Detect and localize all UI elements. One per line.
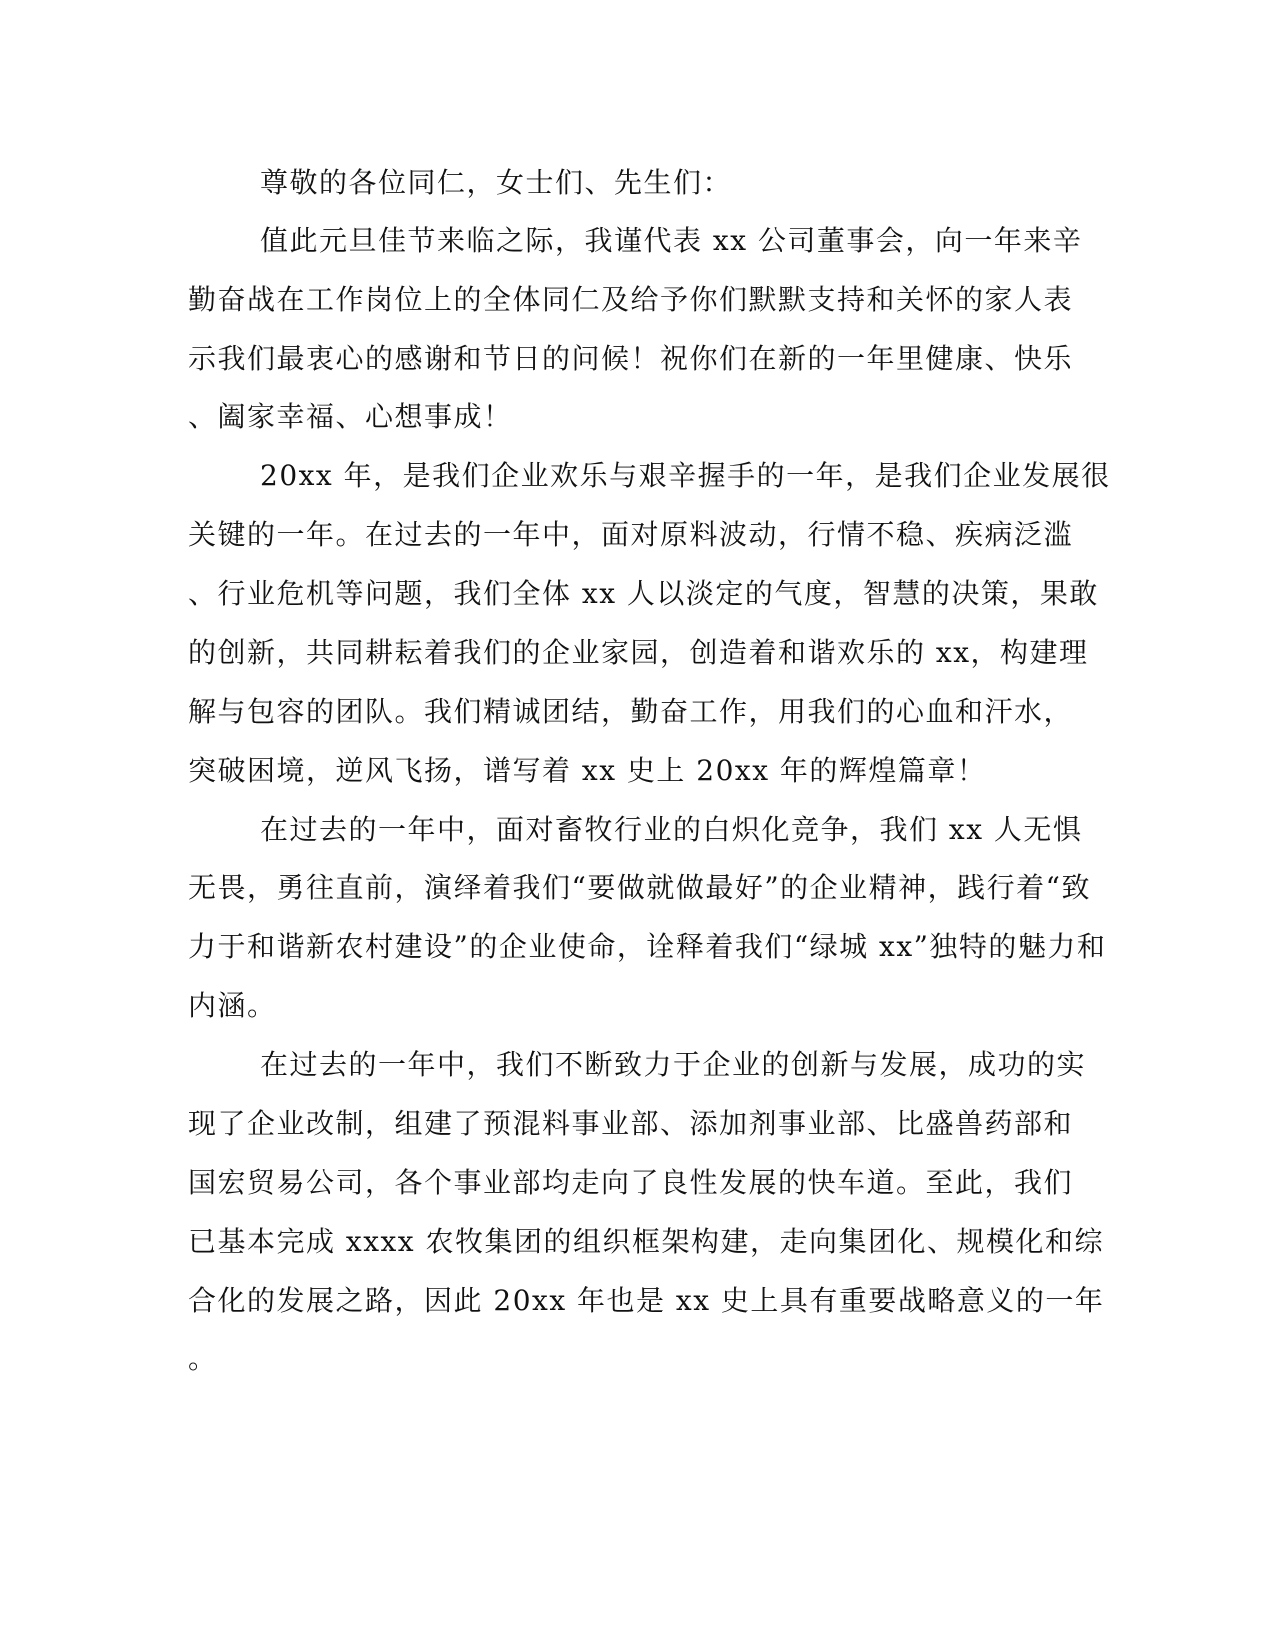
paragraph-4-line-5: 合化的发展之路，因此 20xx 年也是 xx 史上具有重要战略意义的一年: [188, 1284, 1105, 1317]
paragraph-4-line-3: 国宏贸易公司，各个事业部均走向了良性发展的快车道。至此，我们: [188, 1166, 1074, 1199]
paragraph-2-line-1: 20xx 年，是我们企业欢乐与艰辛握手的一年，是我们企业发展很: [260, 459, 1111, 492]
paragraph-1-line-4: 、阖家幸福、心想事成！: [188, 400, 513, 433]
paragraph-4-line-2: 现了企业改制，组建了预混料事业部、添加剂事业部、比盛兽药部和: [188, 1107, 1074, 1140]
paragraph-1-line-3: 示我们最衷心的感谢和节日的问候！祝你们在新的一年里健康、快乐: [188, 342, 1074, 375]
paragraph-1-line-2: 勤奋战在工作岗位上的全体同仁及给予你们默默支持和关怀的家人表: [188, 283, 1074, 316]
paragraph-2-line-2: 关键的一年。在过去的一年中，面对原料波动，行情不稳、疾病泛滥: [188, 518, 1074, 551]
paragraph-3-line-2: 无畏，勇往直前，演绎着我们“要做就做最好”的企业精神，践行着“致: [188, 871, 1091, 904]
paragraph-2-line-3: 、行业危机等问题，我们全体 xx 人以淡定的气度，智慧的决策，果敢: [188, 577, 1099, 610]
paragraph-2-line-6: 突破困境，逆风飞扬，谱写着 xx 史上 20xx 年的辉煌篇章！: [188, 754, 987, 787]
greeting-line: 尊敬的各位同仁，女士们、先生们：: [260, 166, 733, 199]
paragraph-2-line-4: 的创新，共同耕耘着我们的企业家园，创造着和谐欢乐的 xx，构建理: [188, 636, 1089, 669]
paragraph-3-line-3: 力于和谐新农村建设”的企业使命，诠释着我们“绿城 xx”独特的魅力和: [188, 930, 1107, 963]
paragraph-4-line-6: 。: [188, 1342, 218, 1375]
paragraph-4-line-4: 已基本完成 xxxx 农牧集团的组织框架构建，走向集团化、规模化和综: [188, 1225, 1104, 1258]
paragraph-2-line-5: 解与包容的团队。我们精诚团结，勤奋工作，用我们的心血和汗水，: [188, 695, 1074, 728]
paragraph-1-line-1: 值此元旦佳节来临之际，我谨代表 xx 公司董事会，向一年来辛: [260, 224, 1083, 257]
paragraph-3-line-4: 内涵。: [188, 989, 277, 1022]
paragraph-4-line-1: 在过去的一年中，我们不断致力于企业的创新与发展，成功的实: [260, 1048, 1087, 1081]
paragraph-3-line-1: 在过去的一年中，面对畜牧行业的白炽化竞争，我们 xx 人无惧: [260, 813, 1083, 846]
